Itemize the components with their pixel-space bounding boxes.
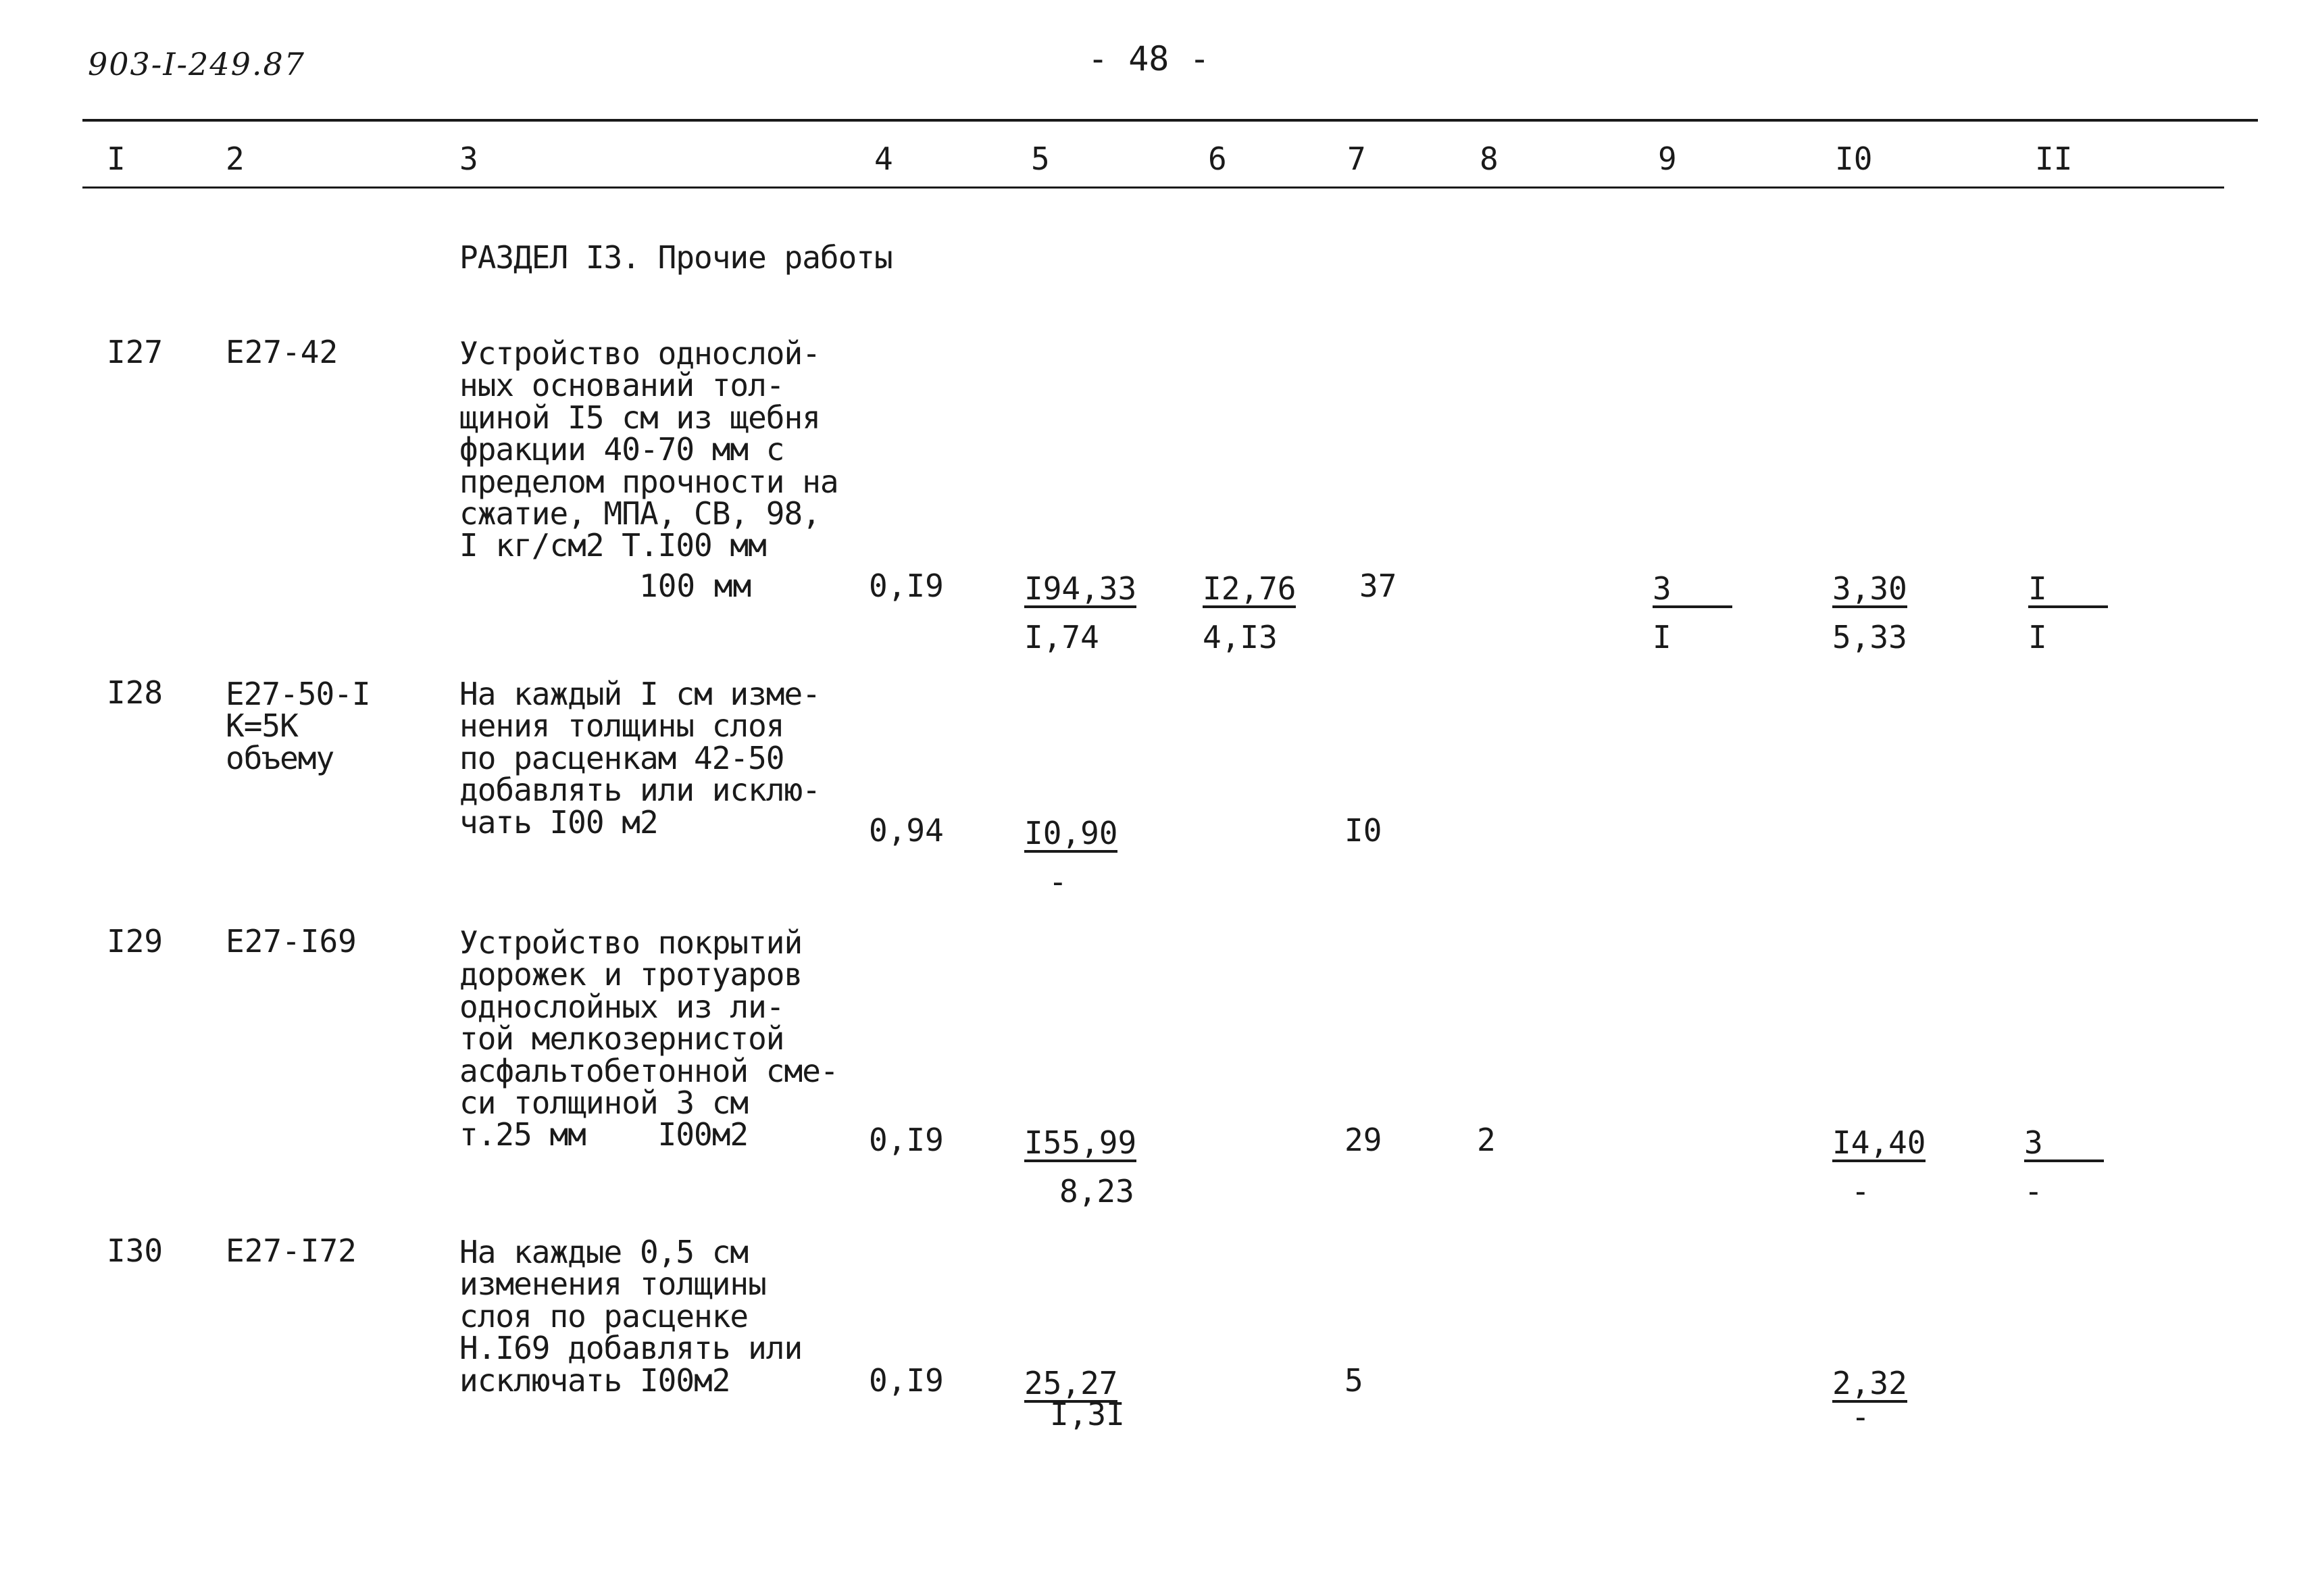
column-header-7: 7 (1347, 141, 1366, 177)
column-5-bottom: I,74 (1024, 619, 1099, 655)
quantity: 0,I9 (869, 1122, 944, 1158)
quantity: 0,94 (869, 812, 944, 849)
header-rule (82, 186, 2224, 189)
column-11-top: 3 (2024, 1127, 2104, 1162)
row-number: I29 (107, 923, 164, 959)
work-description: Устройство однослой- ных оснований тол- щиной I5 см из щебня фракции 40-70 мм с пределом прочности на сжатие, МПА, СВ, 98, I кг/см2 Т.I00 мм (459, 335, 838, 564)
column-6-bottom: 4,I3 (1203, 619, 1278, 655)
work-description: На каждые 0,5 см изменения толщины слоя по расценке Н.I69 добавлять или исключать I00м2 (459, 1234, 803, 1399)
column-5-value (1024, 570, 1136, 653)
column-header-8: 8 (1480, 141, 1499, 177)
column-header-1: I (107, 141, 126, 177)
column-5-bottom: - (1049, 864, 1067, 900)
work-description: Устройство покрытий дорожек и тротуаров однослойных из ли- той мелкозернистой асфальтобетонной сме- си толщиной 3 см т.25 мм I00м2 (459, 924, 838, 1153)
work-description: На каждый I см изме- нения толщины слоя по расценкам 42-50 добавлять или исклю- чать I00 м2 (459, 676, 820, 841)
column-11-bottom: I (2028, 619, 2047, 655)
unit-of-measure: 100 мм (639, 568, 752, 604)
column-header-9: 9 (1658, 141, 1677, 177)
column-7-value: I0 (1344, 812, 1382, 849)
column-8-value: 2 (1477, 1122, 1496, 1158)
column-11-top: I (2028, 573, 2108, 608)
column-10-top: I4,40 (1832, 1124, 1926, 1161)
column-10-top: 2,32 (1832, 1365, 1907, 1401)
column-10-value (1832, 1124, 1926, 1210)
column-10-top: 3,30 (1832, 570, 1907, 607)
column-header-5: 5 (1031, 141, 1050, 177)
column-11-value (2028, 570, 2108, 653)
column-5-value (1024, 1365, 1125, 1430)
column-5-top: I55,99 (1024, 1124, 1137, 1161)
column-10-bottom: - (1851, 1399, 1870, 1435)
column-10-value (1832, 1365, 1907, 1435)
column-10-value (1832, 570, 1907, 653)
column-header-11: II (2035, 141, 2073, 177)
rate-code: Е27-50-I К=5К объему (226, 676, 370, 776)
column-5-bottom: I,3I (1050, 1396, 1125, 1432)
column-6-top: I2,76 (1203, 570, 1297, 607)
column-9-top: 3 (1653, 573, 1732, 608)
column-6-value (1203, 570, 1296, 653)
column-10-bottom: - (1851, 1173, 1870, 1210)
column-5-top: 25,27 (1024, 1365, 1118, 1401)
column-9-bottom: I (1653, 619, 1671, 655)
row-number: I30 (107, 1232, 164, 1269)
rate-code: Е27-I72 (226, 1232, 357, 1269)
column-header-4: 4 (874, 141, 893, 177)
column-5-bottom: 8,23 (1059, 1173, 1134, 1210)
column-7-value: 5 (1344, 1362, 1363, 1399)
quantity: 0,I9 (869, 568, 944, 604)
column-5-value (1024, 1124, 1137, 1210)
column-10-bottom: 5,33 (1832, 619, 1907, 655)
column-header-6: 6 (1208, 141, 1227, 177)
document-number: 903-I-249.87 (88, 46, 306, 82)
quantity: 0,I9 (869, 1362, 944, 1399)
section-title: РАЗДЕЛ I3. Прочие работы (459, 239, 892, 276)
top-rule (82, 119, 2258, 122)
column-header-10: I0 (1835, 141, 1873, 177)
column-header-2: 2 (226, 141, 245, 177)
rate-code: Е27-42 (226, 334, 338, 370)
rate-code: Е27-I69 (226, 923, 357, 959)
column-5-top: I94,33 (1024, 570, 1137, 607)
column-9-value (1653, 570, 1732, 653)
column-7-value: 29 (1344, 1122, 1382, 1158)
row-number: I27 (107, 334, 164, 370)
column-7-value: 37 (1359, 568, 1397, 604)
column-header-3: 3 (459, 141, 478, 177)
column-11-value (2024, 1124, 2104, 1210)
column-5-top: I0,90 (1024, 815, 1118, 851)
row-number: I28 (107, 674, 164, 711)
column-5-value (1024, 815, 1118, 900)
column-11-bottom: - (2024, 1173, 2043, 1210)
page-number: - 48 - (1088, 39, 1210, 78)
